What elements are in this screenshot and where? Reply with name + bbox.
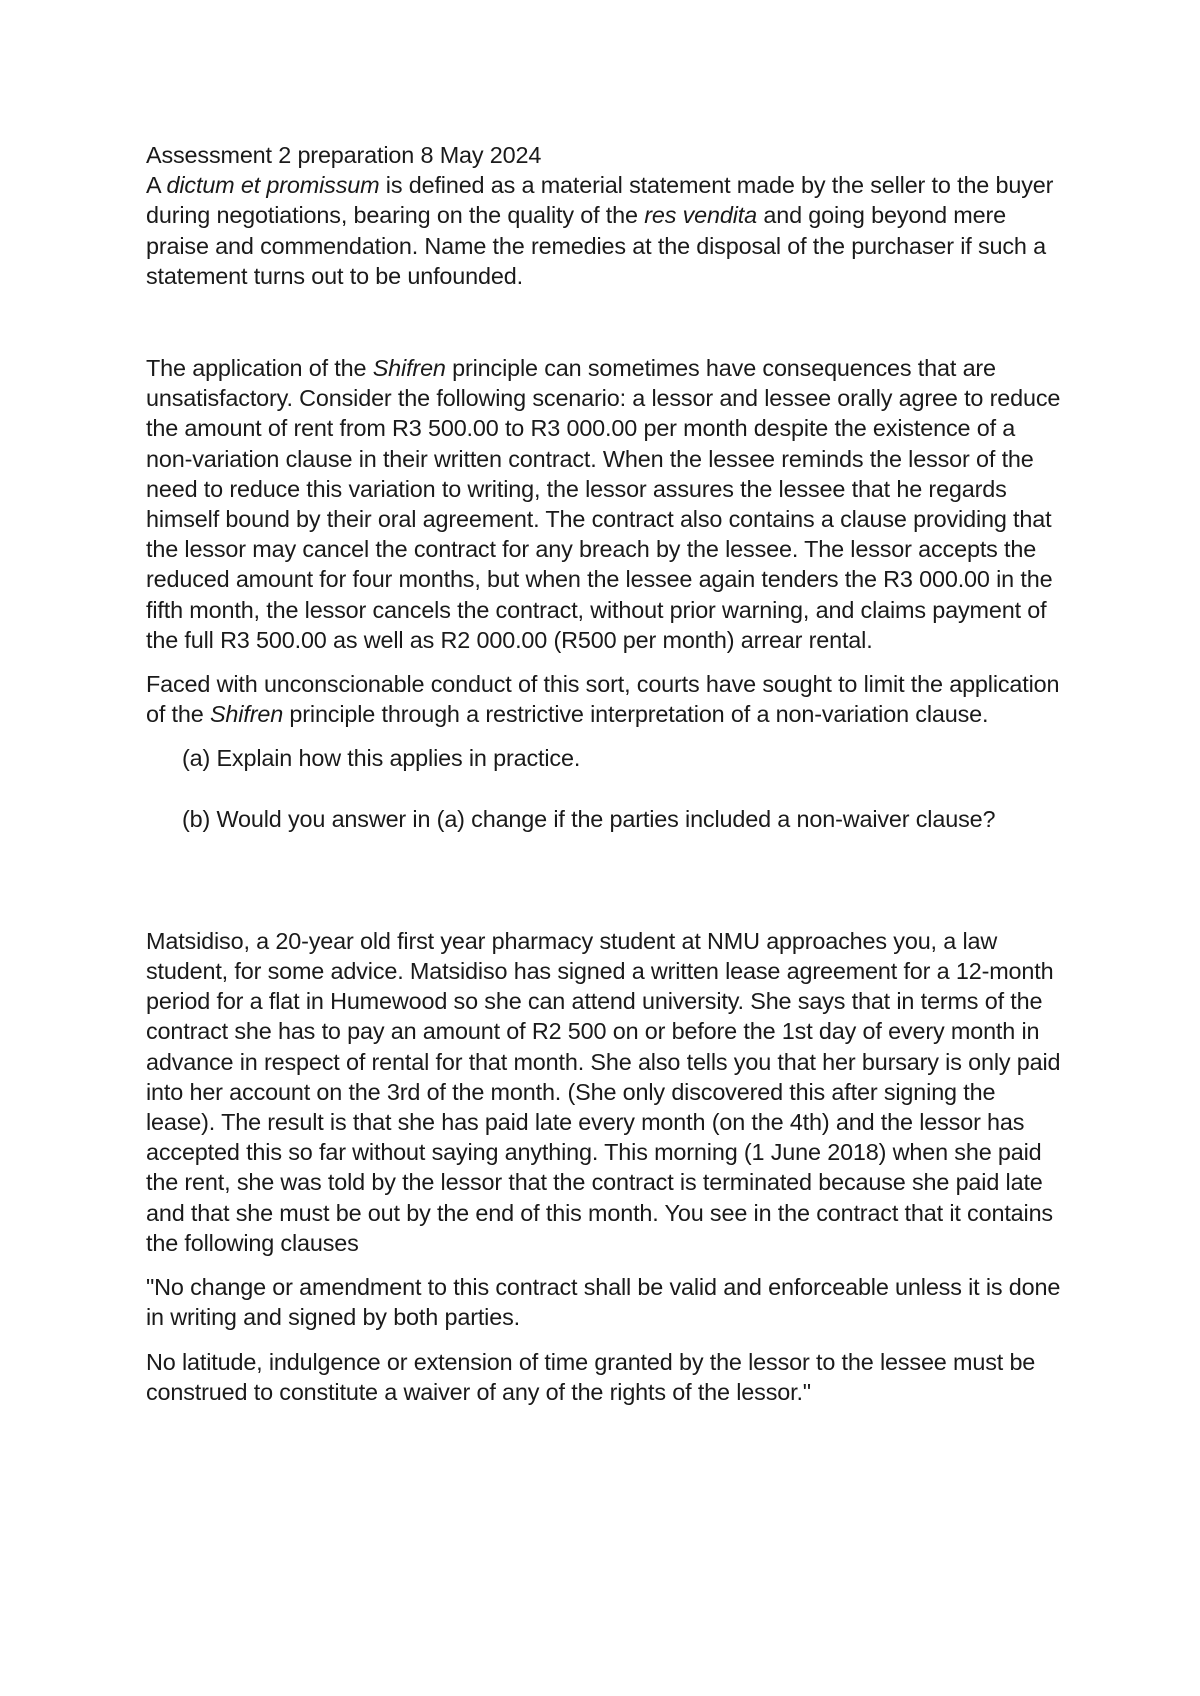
question-2-courts-paragraph (146, 669, 1066, 729)
q2-p2-text-2: principle through a restrictive interpretation of a non-variation clause. (283, 701, 989, 728)
q1-italic-dictum: dictum et promissum (166, 172, 380, 199)
question-3-scenario-paragraph: Matsidiso, a 20-year old first year pharmacy student at NMU approaches you, a law student, for some advice. Matsidiso has signed a written lease agreement for a 12-month period for a flat in Humewood so she can attend university. She says that in terms of the contract she has to pay an amount of R2 500 on or before the 1st day of every month in advance in respect of rental for that month. She also tells you that her bursary is only paid into her account on the 3rd of the month. (She only discovered this after signing the lease). The result is that she has paid late every month (on the 4th) and the lessor has accepted this so far without saying anything. This morning (1 June 2018) when she paid the rent, she was told by the lessor that the contract is terminated because she paid late and that she must be out by the end of this month. You see in the contract that it contains the following clauses (146, 927, 1061, 1256)
q1-text-2: is defined as a material statement made by the seller to the buyer during negotiations, bearing on the quality of the (146, 172, 1054, 229)
document-page (146, 140, 1066, 1407)
q1-text-3: and going beyond mere praise and commendation. Name the remedies at the disposal of the purchaser if such a statement turns out to be unfounded. (146, 202, 1046, 289)
question-3-clause-1: "No change or amendment to this contract shall be valid and enforceable unless it is done in writing and signed by both parties. (146, 1274, 1061, 1331)
question-2-sub-b: (b) Would you answer in (a) change if the parties included a non-waiver clause? (182, 805, 996, 832)
q1-italic-res-vendita: res vendita (644, 202, 757, 229)
document-title: Assessment 2 preparation 8 May 2024 (146, 142, 542, 168)
question-2-sub-a: (a) Explain how this applies in practice. (182, 745, 581, 772)
q1-text-1: A (146, 172, 167, 199)
q2-p1-text-1: The application of the (146, 355, 373, 382)
question-3-clause-2: No latitude, indulgence or extension of time granted by the lessor to the lessee must be construed to constitute a waiver of any of the rights of the lessor." (146, 1348, 1036, 1405)
q2-p1-text-2: principle can sometimes have consequences that are unsatisfactory. Consider the following scenario: a lessor and lessee orally agree to reduce the amount of rent from R3 500.00 to R3 000.00 per month despite the existence of a non-variation clause in their written contract. When the lessee reminds the lessor of the need to reduce this variation to writing, the lessor assures the lessee that he regards himself bound by their oral agreement. The contract also contains a clause providing that the lessor may cancel the contract for any breach by the lessee. The lessor accepts the reduced amount for four months, but when the lessee again tenders the R3 000.00 in the fifth month, the lessor cancels the contract, without prior warning, and claims payment of the full R3 500.00 as well as R2 000.00 (R500 per month) arrear rental. (146, 355, 1061, 653)
question-1-paragraph (146, 170, 1066, 291)
q2-p1-italic-shifren: Shifren (372, 355, 446, 382)
question-2-scenario-paragraph (146, 353, 1066, 655)
q2-p2-text-1: Faced with unconscionable conduct of this sort, courts have sought to limit the application of the (146, 671, 1060, 728)
q2-p2-italic-shifren: Shifren (209, 701, 284, 728)
